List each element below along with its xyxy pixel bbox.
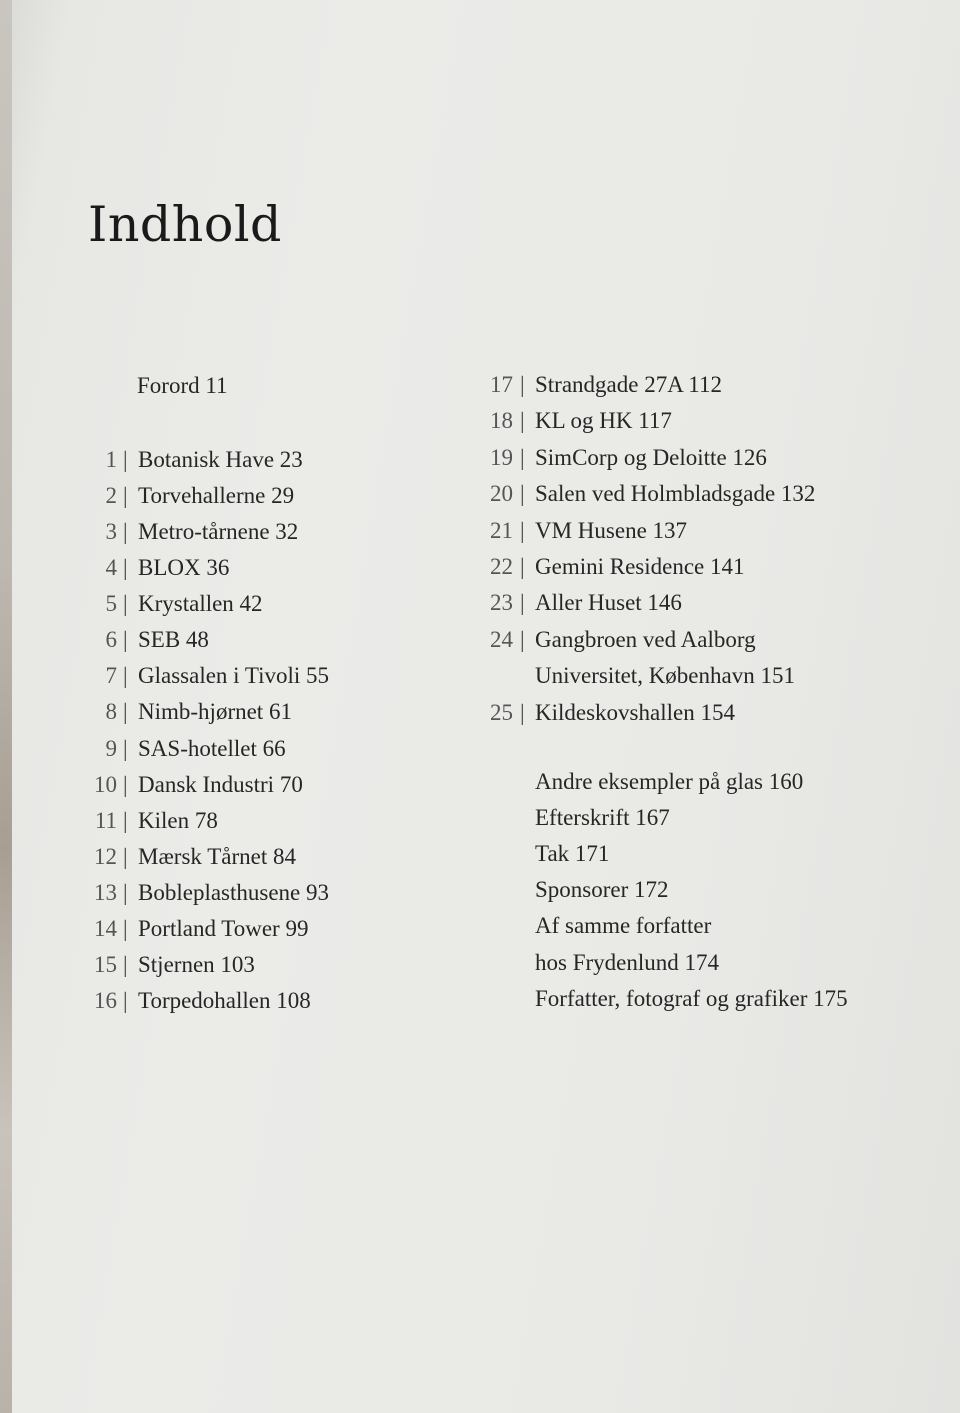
toc-entry-separator: | <box>123 627 128 653</box>
toc-entry-title: VM Husene 137 <box>535 517 688 543</box>
toc-entry-separator: | <box>520 626 525 652</box>
toc-entry-title: Botanisk Have 23 <box>138 447 303 472</box>
toc-entry-separator: | <box>520 408 525 434</box>
toc-entry-number: 5 <box>105 591 117 617</box>
toc-preface-label: Forord 11 <box>137 373 228 398</box>
toc-entry-title: Metro-tårnene 32 <box>138 519 299 545</box>
toc-entry-title: Mærsk Tårnet 84 <box>138 843 297 869</box>
toc-entry-separator: | <box>123 771 128 797</box>
toc-appendix-entry: Efterskrift 167 <box>535 805 670 831</box>
toc-appendix-entry: hos Frydenlund 174 <box>535 949 719 975</box>
toc-appendix-entry: Af samme forfatter <box>535 913 712 939</box>
toc-entry-number: 23 <box>490 590 513 616</box>
toc-entry-title: BLOX 36 <box>138 555 230 581</box>
toc-entry-title: Strandgade 27A 112 <box>535 372 722 397</box>
toc-entry-separator: | <box>520 517 525 543</box>
toc-entry-number: 4 <box>105 555 117 581</box>
toc-entry-separator: | <box>123 915 128 941</box>
toc-entry-number: 22 <box>490 554 513 579</box>
toc-entry-title: SimCorp og Deloitte 126 <box>535 444 767 470</box>
toc-entry-separator: | <box>123 663 128 689</box>
toc-entry-title: Salen ved Holmbladsgade 132 <box>535 481 816 507</box>
toc-appendix-entry: Andre eksempler på glas 160 <box>535 769 804 794</box>
toc-entry-number: 2 <box>105 483 117 509</box>
toc-entry-number: 17 <box>490 372 513 397</box>
toc-entry-title: Nimb-hjørnet 61 <box>138 699 292 725</box>
toc-entry-title: Stjernen 103 <box>138 951 255 977</box>
toc-entry-separator: | <box>123 591 128 617</box>
toc-entry-number: 1 <box>105 447 117 472</box>
toc-entry-separator: | <box>123 807 128 833</box>
toc-entry-separator: | <box>123 843 128 869</box>
toc-entry-number: 9 <box>105 735 117 761</box>
toc-entry-separator: | <box>123 988 128 1014</box>
toc-entry-number: 10 <box>94 771 117 797</box>
toc-entry-title: Torpedohallen 108 <box>138 988 311 1014</box>
toc-entry-separator: | <box>520 444 525 470</box>
page-title: Indhold <box>88 196 282 253</box>
toc-entry-separator: | <box>123 879 128 905</box>
toc-entry-separator: | <box>123 951 128 977</box>
toc-entry-separator: | <box>123 699 128 725</box>
toc-entry-title: Gangbroen ved Aalborg <box>535 626 756 652</box>
toc-entry-separator: | <box>520 481 525 507</box>
toc-entry-number: 6 <box>105 627 117 653</box>
toc-entry-separator: | <box>520 554 525 579</box>
toc-entry-number: 12 <box>94 843 117 869</box>
toc-entry-title: Bobleplasthusene 93 <box>138 879 329 905</box>
toc-appendix-entry: Forfatter, fotograf og grafiker 175 <box>535 985 848 1011</box>
toc-entry-number: 21 <box>490 517 513 543</box>
toc-entry-number: 19 <box>490 444 513 470</box>
toc-entry-separator: | <box>520 590 525 616</box>
toc-entry-separator: | <box>520 699 525 725</box>
toc-entry-number: 25 <box>490 699 513 725</box>
toc-entry-separator: | <box>520 372 525 397</box>
toc-entry-separator: | <box>123 483 128 509</box>
toc-entry-number: 14 <box>94 915 117 941</box>
toc-entry-title: Gemini Residence 141 <box>535 554 745 579</box>
toc-entry-title: Kilen 78 <box>138 807 218 833</box>
toc-entry-number: 24 <box>490 626 513 652</box>
toc-entry-title: Portland Tower 99 <box>138 915 309 941</box>
toc-entry-number: 8 <box>105 699 117 725</box>
toc-entry-title: Torvehallerne 29 <box>138 483 295 509</box>
toc-entry-number: 13 <box>94 879 117 905</box>
toc-entry-title: Dansk Industri 70 <box>138 771 303 797</box>
toc-entry-number: 11 <box>94 807 117 833</box>
toc-entry-title: SEB 48 <box>138 627 209 653</box>
toc-entry-number: 18 <box>490 408 513 434</box>
toc-entry-separator: | <box>123 555 128 581</box>
toc-entry-title: Universitet, København 151 <box>535 663 795 689</box>
toc-entry-number: 3 <box>105 519 117 545</box>
toc-entry-title: KL og HK 117 <box>535 408 672 434</box>
toc-entry-separator: | <box>123 735 128 761</box>
toc-entry-separator: | <box>123 447 128 472</box>
toc-entry-title: Aller Huset 146 <box>535 590 682 616</box>
toc-entry-number: 7 <box>105 663 117 689</box>
book-spine-edge <box>0 0 12 1413</box>
toc-entry-separator: | <box>123 519 128 545</box>
toc-entry-number: 15 <box>94 951 117 977</box>
toc-entry-title: Kildeskovshallen 154 <box>535 699 735 725</box>
toc-entry-number: 16 <box>94 988 117 1014</box>
toc-entry-title: Krystallen 42 <box>138 591 263 617</box>
toc-appendix-entry: Tak 171 <box>535 841 610 867</box>
toc-entry-number: 20 <box>490 481 513 507</box>
toc-appendix-entry: Sponsorer 172 <box>535 877 669 903</box>
toc-entry-title: SAS-hotellet 66 <box>138 735 286 761</box>
toc-entry-title: Glassalen i Tivoli 55 <box>138 663 330 689</box>
